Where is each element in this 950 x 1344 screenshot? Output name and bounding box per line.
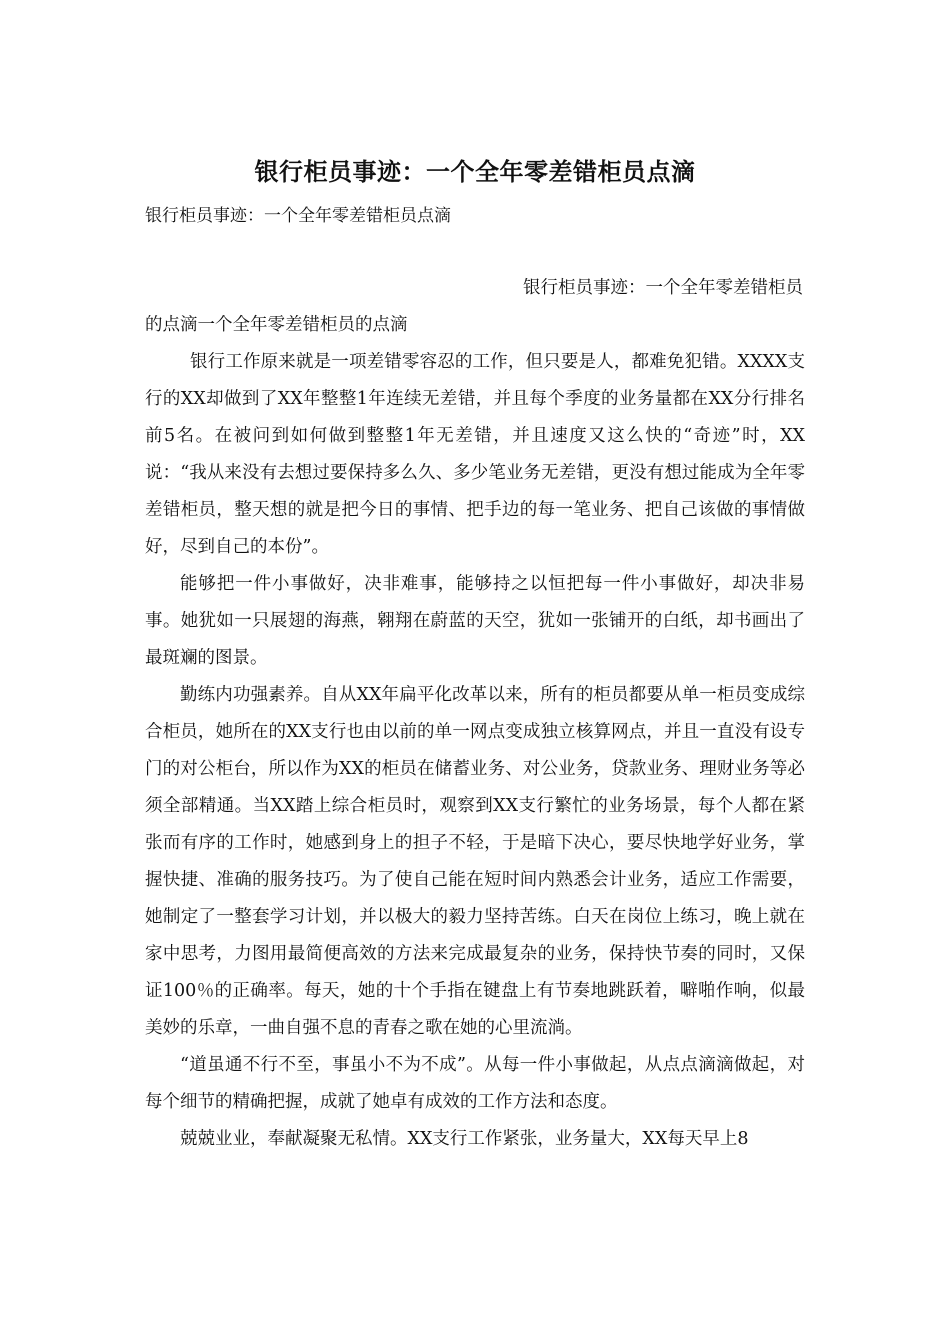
heading-line-2: 的点滴一个全年零差错柜员的点滴 — [145, 315, 408, 335]
document-subtitle: 银行柜员事迹：一个全年零差错柜员点滴 — [145, 206, 451, 226]
heading-line-1: 银行柜员事迹：一个全年零差错柜员 — [523, 278, 803, 298]
document-title: 银行柜员事迹：一个全年零差错柜员点滴 — [254, 157, 696, 186]
body-paragraph: 兢兢业业，奉献凝聚无私情。XX支行工作紧张，业务量大，XX每天早上8 — [180, 1129, 749, 1149]
body-paragraph: “道虽通不行不至，事虽小不为不成”。从每一件小事做起，从点点滴滴做起，对每个细节的精确把握，成就了她卓有成效的工作方法和态度。 — [145, 1055, 805, 1112]
document-body — [145, 270, 805, 1158]
body-paragraph: 银行工作原来就是一项差错零容忍的工作，但只要是人，都难免犯错。XXXX支行的XX却做到了XX年整整1年连续无差错，并且每个季度的业务量都在XX分行排名前5名。在被问到如何做到整整1年无差错，并且速度又这么快的“奇迹”时，XX说：“我从来没有去想过要保持多么久、多少笔业务无差错，更没有想过能成为全年零差错柜员，整天想的就是把今日的事情、把手边的每一笔业务、把自己该做的事情做好，尽到自己的本份”。 — [145, 352, 805, 557]
body-paragraph: 能够把一件小事做好，决非难事，能够持之以恒把每一件小事做好，却决非易事。她犹如一只展翅的海燕，翱翔在蔚蓝的天空，犹如一张铺开的白纸，却书画出了最斑斓的图景。 — [145, 574, 805, 668]
body-paragraph: 勤练内功强素养。自从XX年扁平化改革以来，所有的柜员都要从单一柜员变成综合柜员，她所在的XX支行也由以前的单一网点变成独立核算网点，并且一直没有设专门的对公柜台，所以作为XX的柜员在储蓄业务、对公业务，贷款业务、理财业务等必须全部精通。当XX踏上综合柜员时，观察到XX支行繁忙的业务场景，每个人都在紧张而有序的工作时，她感到身上的担子不轻，于是暗下决心，要尽快地学好业务，掌握快捷、准确的服务技巧。为了使自己能在短时间内熟悉会计业务，适应工作需要，她制定了一整套学习计划，并以极大的毅力坚持苦练。白天在岗位上练习，晚上就在家中思考，力图用最简便高效的方法来完成最复杂的业务，保持快节奏的同时，又保证100％的正确率。每天，她的十个手指在键盘上有节奏地跳跃着，噼啪作响，似最美妙的乐章，一曲自强不息的青春之歌在她的心里流淌。 — [145, 685, 805, 1038]
